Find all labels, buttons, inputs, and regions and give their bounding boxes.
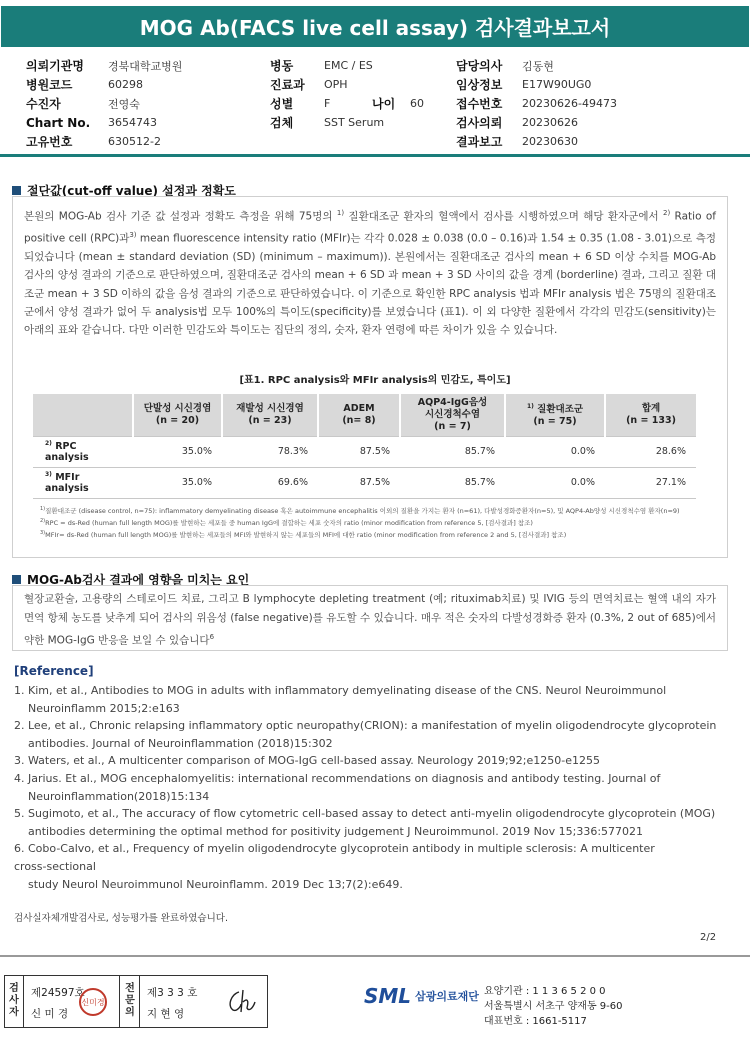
reference-item: 1. Kim, et al., Antibodies to MOG in adults with inflammatory demyelinating disease of the CNS. Neurol Neuroimmunol Neuroinflamm 2015;2:e163 (14, 684, 667, 715)
footnote: $^{3)}$MFIr= ds-Red (human full length MOG)를 발현하는 세포들의 MFI와 발현하지 않는 세포들의 MFI에 대한 ratio (minor modification from reference 2 and 5, [검사결과] 참조) (40, 530, 567, 540)
patient-col-2 (270, 56, 424, 132)
table-header-empty (33, 394, 133, 436)
value: OPH (324, 78, 348, 91)
divider (23, 976, 24, 1027)
value: 60 (410, 97, 424, 110)
tester-license: 제24597호 (31, 987, 85, 999)
table-header: AQP4-IgG음성 시신경척수염 (n = 7) (400, 394, 505, 436)
row-header: $^{3)}$ MFIr analysis (33, 467, 133, 498)
table-cell: 0.0% (505, 467, 605, 498)
lab-address: 서울특별시 서초구 양재동 9-60 (484, 1001, 623, 1012)
table-cell: 27.1% (605, 467, 696, 498)
table-header: ADEM (n= 8) (318, 394, 400, 436)
reference-list (14, 682, 734, 893)
table-header-row (33, 394, 696, 436)
section-1-text: 본원의 MOG-Ab 검사 기준 값 설정과 정확도 측정을 위해 75명의 $^{1)}$ 질환대조군 환자의 혈액에서 검사를 시행하였으며 해당 환자군에서 $^{2)}$ Ratio of positive cell (RPC)과$^{3)}$ mean fluorescence intensity ratio (MFIr)는 각각 0.028 ± 0.038 (0.0 – 0.16)과 1.54 ± 0.35 (1.08 - 3.01)으로 측정되었습니다 (mean ± standard deviation (SD) (minimum – maximum)). 본원에서는 질환대조군 검사의 mean + 6 SD 이상 수치를 MOG-Ab 검사의 양성 결과의 기준으로 판단하였으며, 질환대조군 검사의 mean + 6 SD 과 mean + 3 SD 사이의 값을 경계 (borderline) 결과, 그리고 질환 대조군 mean + 3 SD 이하의 값을 음성 결과의 기준으로 판단하였습니다. 이 기준으로 확인한 RPC analysis 법과 MFIr analysis 법은 75명의 질환대조군에서 양성 결과가 없어 두 analysis법 모두 100%의 특이도(specificity)를 보였습니다 (표1). 이 외 다양한 질환에서 각각의 민감도(sensitivity)는 아래의 표와 같습니다. 다만 이러한 민감도와 특이도는 집단의 정의, 숫자, 환자 연령에 따른 차이가 있을 수 있습니다. (24, 209, 716, 337)
label: 접수번호 (456, 97, 503, 111)
value: F (324, 97, 331, 110)
sensitivity-table (33, 394, 696, 499)
signature-icon (225, 986, 259, 1016)
label: 담당의사 (456, 59, 503, 73)
lab-info (484, 984, 623, 1029)
table-cell: 35.0% (133, 467, 222, 498)
value: 김동현 (522, 59, 554, 73)
label: 나이 (372, 97, 396, 111)
table-cell: 78.3% (222, 436, 318, 467)
value: 3654743 (108, 116, 157, 129)
patient-col-1 (26, 56, 182, 151)
value: 60298 (108, 78, 143, 91)
value: 경북대학교병원 (108, 59, 183, 73)
value: 전영숙 (108, 97, 140, 111)
section-2-title: MOG-Ab검사 결과에 영향을 미치는 요인 (12, 571, 249, 588)
label: 결과보고 (456, 135, 503, 149)
table-cell: 35.0% (133, 436, 222, 467)
footnote: $^{2)}$RPC = ds-Red (human full length MOG)를 발현하는 세포들 중 human IgG에 결합하는 세포 숫자의 ratio (minor modification from reference 5, [검사결과] 참조) (40, 518, 533, 528)
table-row (33, 436, 696, 467)
section-1-title: 절단값(cut-off value) 설정과 정확도 (12, 182, 236, 199)
reference-item: 5. Sugimoto, et al., The accuracy of flow cytometric cell-based assay to detect anti-myelin oligodendrocyte glycoprotein (MOG) antibodies determining the optimal method for positivity judgement J Neuroimmunol. 2019 Nov 15;336:577021 (14, 807, 716, 838)
lab-code: 요양기관 : 1 1 3 6 5 2 0 0 (484, 986, 606, 997)
patient-col-3 (456, 56, 617, 151)
label: 성별 (270, 97, 294, 111)
reference-item: 3. Waters, et al., A multicenter comparison of MOG-IgG cell-based assay. Neurology 2019;92;e1250-e1255 (14, 754, 600, 768)
table-cell: 0.0% (505, 436, 605, 467)
value: 630512-2 (108, 135, 161, 148)
table-row (33, 467, 696, 498)
table-cell: 87.5% (318, 467, 400, 498)
page-number: 2/2 (700, 932, 717, 943)
reference-item: 2. Lee, et al., Chronic relapsing inflammatory optic neuropathy(CRION): a manifestation of myelin oligodendrocyte glycoprotein antibodies. Journal of Neuroinflammation (2018)15:302 (14, 719, 717, 750)
reference-item: 4. Jarius. Et al., MOG encephalomyelitis: international recommendations on diagnosis and antibody testing. Journal of Neuroinflammation(2018)15:134 (14, 771, 661, 803)
label: 검체 (270, 116, 294, 130)
specialist-label: 전문의 (125, 983, 135, 1018)
table-caption: [표1. RPC analysis와 MFIr analysis의 민감도, 특이도] (239, 375, 511, 386)
reference-title: [Reference] (14, 664, 94, 678)
logo-text: 삼광의료재단 (415, 990, 479, 1003)
logo-mark: SML (364, 984, 412, 1008)
value: 20230626 (522, 116, 578, 129)
label: 의뢰기관명 (26, 59, 84, 73)
table-header: 재발성 시신경염 (n = 23) (222, 394, 318, 436)
table-header: 단발성 시신경염 (n = 20) (133, 394, 222, 436)
seal-stamp-icon: 신미경 (79, 988, 107, 1016)
value: SST Serum (324, 116, 385, 129)
report-title: MOG Ab(FACS live cell assay) 검사결과보고서 (1, 6, 749, 47)
table-cell: 28.6% (605, 436, 696, 467)
value: EMC / ES (324, 59, 373, 72)
table-header: $^{1)}$ 질환대조군 (n = 75) (505, 394, 605, 436)
value: 20230630 (522, 135, 578, 148)
table-cell: 69.6% (222, 467, 318, 498)
table-cell: 87.5% (318, 436, 400, 467)
table-cell: 85.7% (400, 436, 505, 467)
footnote: $^{1)}$질환대조군 (disease control, n=75): inflammatory demyelinating disease 혹은 autoimmune encephalitis 이외의 질환을 가지는 환자 (n=61), 다발성경화증환자(n=5), 및 AQP4-Ab양성 시신경척수염 환자(n=9) (40, 506, 680, 516)
specialist-license: 제3 3 3 호 (147, 987, 198, 999)
reference-item: 6. Cobo-Calvo, et al., Frequency of myelin oligodendrocyte glycoprotein antibody in multiple sclerosis: A multicenter cross-sectional study Neurol Neuroimmunol Neuroinflamm. 2019 Dec 13;7(2):e649. (14, 842, 655, 891)
label: 병원코드 (26, 78, 73, 92)
divider (139, 976, 140, 1027)
divider (119, 976, 120, 1027)
label: 진료과 (270, 78, 305, 92)
label: 고유번호 (26, 135, 73, 149)
tester-name: 신 미 경 (31, 1008, 69, 1020)
tester-label: 검사자 (9, 983, 19, 1018)
section-2-text: 혈장교환술, 고용량의 스테로이드 치료, 그리고 B lymphocyte depleting treatment (예; rituximab치료) 및 IVIG 등의 면역치료는 혈액 내의 자가면역 항체 농도를 낮추게 되어 검사의 위음성 (false negative)를 유도할 수 있습니다. 매우 적은 숫자의 다발성경화증 환자 (0.3%, 2 out of 685)에서 약한 MOG-IgG 반응을 보일 수 있습니다$^6$ (24, 593, 716, 647)
label: 검사의뢰 (456, 116, 503, 130)
table-header: 합계 (n = 133) (605, 394, 696, 436)
validation-note: 검사실자체개발검사로, 성능평가를 완료하였습니다. (14, 913, 228, 924)
patient-info (0, 50, 750, 157)
label: 임상정보 (456, 78, 503, 92)
table-cell: 85.7% (400, 467, 505, 498)
footer-divider (0, 955, 750, 957)
row-header: $^{2)}$ RPC analysis (33, 436, 133, 467)
lab-logo (364, 984, 479, 1008)
signature-box (4, 975, 268, 1028)
value: 20230626-49473 (522, 97, 617, 110)
bullet-square-icon (12, 186, 21, 195)
lab-phone: 대표번호 : 1661-5117 (484, 1016, 587, 1027)
specialist-name: 지 현 영 (147, 1008, 185, 1020)
table-footnotes (40, 504, 704, 540)
value: E17W90UG0 (522, 78, 592, 91)
label: 수진자 (26, 97, 61, 111)
label: 병동 (270, 59, 294, 73)
label: Chart No. (26, 115, 91, 130)
bullet-square-icon (12, 575, 21, 584)
